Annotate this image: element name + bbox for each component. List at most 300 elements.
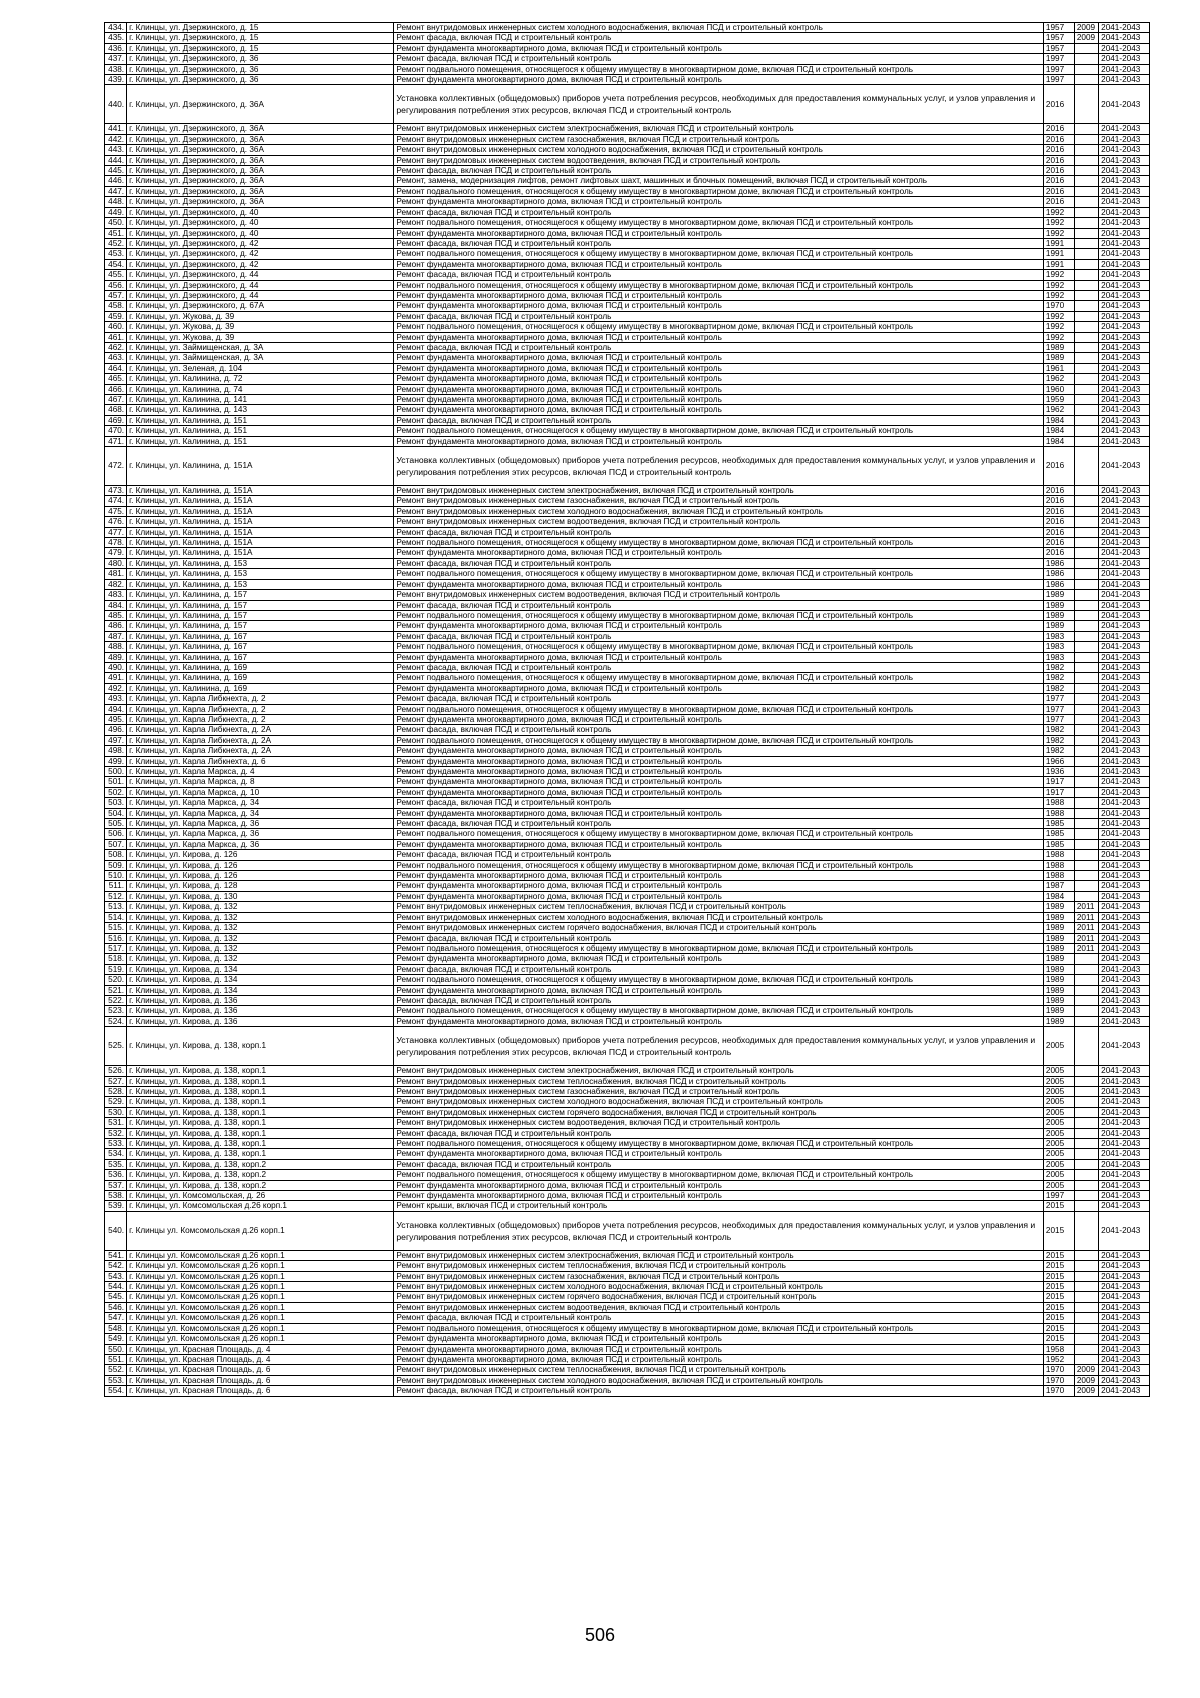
table-row (105, 1006, 1150, 1016)
row-number-cell: 450. (105, 218, 127, 228)
table-row (105, 756, 1150, 766)
address-cell: г. Клинцы, ул. Дзержинского, д. 15 (127, 23, 394, 33)
year-last-repair-cell (1074, 652, 1098, 662)
year-built-cell: 2005 (1043, 1139, 1074, 1149)
year-built-cell: 1989 (1043, 610, 1074, 620)
year-built-cell: 2005 (1043, 1159, 1074, 1169)
year-built-cell: 1983 (1043, 652, 1074, 662)
work-description-cell: Ремонт фундамента многоквартирного дома, включая ПСД и строительный контроль (394, 228, 1044, 238)
table-row (105, 662, 1150, 672)
planned-period-cell: 2041-2043 (1099, 23, 1150, 33)
table-row (105, 652, 1150, 662)
row-number-cell: 482. (105, 579, 127, 589)
year-built-cell: 2016 (1043, 124, 1074, 134)
address-cell: г. Клинцы, ул. Дзержинского, д. 42 (127, 259, 394, 269)
table-row (105, 33, 1150, 43)
year-last-repair-cell (1074, 538, 1098, 548)
year-last-repair-cell (1074, 1282, 1098, 1292)
table-row (105, 995, 1150, 1005)
year-built-cell: 2015 (1043, 1211, 1074, 1250)
year-built-cell: 1989 (1043, 590, 1074, 600)
year-built-cell: 1992 (1043, 218, 1074, 228)
table-row (105, 704, 1150, 714)
planned-period-cell: 2041-2043 (1099, 1334, 1150, 1344)
planned-period-cell: 2041-2043 (1099, 124, 1150, 134)
work-description-cell: Ремонт фасада, включая ПСД и строительный контроль (394, 964, 1044, 974)
planned-period-cell: 2041-2043 (1099, 714, 1150, 724)
year-last-repair-cell (1074, 558, 1098, 568)
year-last-repair-cell (1074, 155, 1098, 165)
row-number-cell: 491. (105, 673, 127, 683)
planned-period-cell: 2041-2043 (1099, 642, 1150, 652)
planned-period-cell: 2041-2043 (1099, 1313, 1150, 1323)
work-description-cell: Ремонт фундамента многоквартирного дома, включая ПСД и строительный контроль (394, 871, 1044, 881)
planned-period-cell: 2041-2043 (1099, 75, 1150, 85)
year-built-cell: 1970 (1043, 1375, 1074, 1385)
address-cell: г. Клинцы, ул. Кирова, д. 138, корп.1 (127, 1086, 394, 1096)
row-number-cell: 541. (105, 1250, 127, 1260)
work-description-cell: Ремонт фундамента многоквартирного дома, включая ПСД и строительный контроль (394, 1180, 1044, 1190)
row-number-cell: 527. (105, 1076, 127, 1086)
row-number-cell: 464. (105, 363, 127, 373)
planned-period-cell: 2041-2043 (1099, 881, 1150, 891)
year-last-repair-cell (1074, 964, 1098, 974)
table-row (105, 197, 1150, 207)
address-cell: г. Клинцы, ул. Красная Площадь, д. 6 (127, 1365, 394, 1375)
address-cell: г. Клинцы, ул. Калинина, д. 151А (127, 538, 394, 548)
planned-period-cell: 2041-2043 (1099, 798, 1150, 808)
table-row (105, 1323, 1150, 1333)
work-description-cell: Ремонт фасада, включая ПСД и строительный контроль (394, 1313, 1044, 1323)
planned-period-cell: 2041-2043 (1099, 1159, 1150, 1169)
work-description-cell: Ремонт подвального помещения, относящегося к общему имуществу в многоквартирном доме, включая ПСД и строительный контроль (394, 64, 1044, 74)
page-number: 506 (584, 1625, 616, 1645)
row-number-cell: 457. (105, 290, 127, 300)
work-description-cell: Ремонт внутридомовых инженерных систем электроснабжения, включая ПСД и строительный контроль (394, 486, 1044, 496)
planned-period-cell: 2041-2043 (1099, 405, 1150, 415)
row-number-cell: 475. (105, 506, 127, 516)
year-last-repair-cell (1074, 301, 1098, 311)
table-row (105, 964, 1150, 974)
address-cell: г. Клинцы, ул. Красная Площадь, д. 4 (127, 1354, 394, 1364)
year-built-cell: 1997 (1043, 54, 1074, 64)
year-built-cell: 2005 (1043, 1128, 1074, 1138)
planned-period-cell: 2041-2043 (1099, 538, 1150, 548)
address-cell: г. Клинцы, ул. Карла Маркса, д. 4 (127, 767, 394, 777)
year-last-repair-cell (1074, 1066, 1098, 1076)
table-row (105, 829, 1150, 839)
table-row (105, 1386, 1150, 1396)
planned-period-cell: 2041-2043 (1099, 579, 1150, 589)
year-last-repair-cell (1074, 808, 1098, 818)
work-description-cell: Ремонт фундамента многоквартирного дома, включая ПСД и строительный контроль (394, 1334, 1044, 1344)
work-description-cell: Ремонт фасада, включая ПСД и строительный контроль (394, 694, 1044, 704)
table-row (105, 186, 1150, 196)
year-built-cell: 1917 (1043, 787, 1074, 797)
work-description-cell: Ремонт подвального помещения, относящегося к общему имуществу в многоквартирном доме, включая ПСД и строительный контроль (394, 943, 1044, 953)
table-row (105, 798, 1150, 808)
table-row (105, 176, 1150, 186)
year-built-cell: 1992 (1043, 280, 1074, 290)
row-number-cell: 496. (105, 725, 127, 735)
table-row (105, 228, 1150, 238)
year-built-cell: 2016 (1043, 527, 1074, 537)
planned-period-cell: 2041-2043 (1099, 756, 1150, 766)
year-last-repair-cell (1074, 290, 1098, 300)
year-last-repair-cell (1074, 1107, 1098, 1117)
row-number-cell: 519. (105, 964, 127, 974)
year-last-repair-cell (1074, 694, 1098, 704)
planned-period-cell: 2041-2043 (1099, 1386, 1150, 1396)
year-last-repair-cell (1074, 714, 1098, 724)
table-row (105, 1211, 1150, 1250)
table-row (105, 767, 1150, 777)
year-last-repair-cell (1074, 569, 1098, 579)
table-row (105, 1201, 1150, 1211)
table-row (105, 839, 1150, 849)
work-description-cell: Ремонт фундамента многоквартирного дома, включая ПСД и строительный контроль (394, 787, 1044, 797)
address-cell: г. Клинцы, ул. Дзержинского, д. 36А (127, 176, 394, 186)
work-description-cell: Ремонт фасада, включая ПСД и строительный контроль (394, 662, 1044, 672)
planned-period-cell: 2041-2043 (1099, 767, 1150, 777)
work-description-cell: Ремонт фундамента многоквартирного дома, включая ПСД и строительный контроль (394, 1191, 1044, 1201)
year-last-repair-cell (1074, 322, 1098, 332)
planned-period-cell: 2041-2043 (1099, 860, 1150, 870)
planned-period-cell: 2041-2043 (1099, 673, 1150, 683)
year-last-repair-cell (1074, 1334, 1098, 1344)
year-last-repair-cell (1074, 134, 1098, 144)
table-row (105, 486, 1150, 496)
year-built-cell: 1984 (1043, 891, 1074, 901)
year-built-cell: 1970 (1043, 1386, 1074, 1396)
year-last-repair-cell (1074, 527, 1098, 537)
planned-period-cell: 2041-2043 (1099, 610, 1150, 620)
table-row (105, 1354, 1150, 1364)
year-last-repair-cell (1074, 1180, 1098, 1190)
work-description-cell: Ремонт фундамента многоквартирного дома, включая ПСД и строительный контроль (394, 881, 1044, 891)
year-last-repair-cell: 2009 (1074, 1386, 1098, 1396)
work-description-cell: Ремонт фундамента многоквартирного дома, включая ПСД и строительный контроль (394, 197, 1044, 207)
year-last-repair-cell (1074, 954, 1098, 964)
year-last-repair-cell (1074, 1313, 1098, 1323)
planned-period-cell: 2041-2043 (1099, 850, 1150, 860)
planned-period-cell: 2041-2043 (1099, 787, 1150, 797)
year-built-cell: 1989 (1043, 621, 1074, 631)
year-built-cell: 1992 (1043, 207, 1074, 217)
address-cell: г. Клинцы, ул. Калинина, д. 143 (127, 405, 394, 415)
work-description-cell: Ремонт фундамента многоквартирного дома, включая ПСД и строительный контроль (394, 332, 1044, 342)
address-cell: г. Клинцы, ул. Займищенская, д. 3А (127, 342, 394, 352)
table-row (105, 725, 1150, 735)
year-last-repair-cell: 2011 (1074, 923, 1098, 933)
year-built-cell: 1989 (1043, 1016, 1074, 1026)
row-number-cell: 511. (105, 881, 127, 891)
work-description-cell: Ремонт фундамента многоквартирного дома, включая ПСД и строительный контроль (394, 436, 1044, 446)
address-cell: г. Клинцы, ул. Калинина, д. 151А (127, 527, 394, 537)
planned-period-cell: 2041-2043 (1099, 395, 1150, 405)
row-number-cell: 542. (105, 1261, 127, 1271)
year-last-repair-cell (1074, 197, 1098, 207)
planned-period-cell: 2041-2043 (1099, 54, 1150, 64)
work-description-cell: Ремонт подвального помещения, относящегося к общему имуществу в многоквартирном доме, включая ПСД и строительный контроль (394, 1170, 1044, 1180)
planned-period-cell: 2041-2043 (1099, 1201, 1150, 1211)
work-description-cell: Ремонт фасада, включая ПСД и строительный контроль (394, 311, 1044, 321)
year-built-cell: 2016 (1043, 538, 1074, 548)
table-row (105, 569, 1150, 579)
year-built-cell: 1997 (1043, 64, 1074, 74)
row-number-cell: 485. (105, 610, 127, 620)
address-cell: г. Клинцы, ул. Калинина, д. 151А (127, 517, 394, 527)
address-cell: г. Клинцы ул. Комсомольская д.26 корп.1 (127, 1271, 394, 1281)
year-last-repair-cell (1074, 1271, 1098, 1281)
address-cell: г. Клинцы, ул. Калинина, д. 157 (127, 600, 394, 610)
planned-period-cell: 2041-2043 (1099, 1261, 1150, 1271)
planned-period-cell: 2041-2043 (1099, 923, 1150, 933)
work-description-cell: Ремонт внутридомовых инженерных систем холодного водоснабжения, включая ПСД и строительный контроль (394, 506, 1044, 516)
table-row (105, 64, 1150, 74)
row-number-cell: 531. (105, 1118, 127, 1128)
planned-period-cell: 2041-2043 (1099, 1086, 1150, 1096)
address-cell: г. Клинцы, ул. Калинина, д. 141 (127, 395, 394, 405)
row-number-cell: 538. (105, 1191, 127, 1201)
table-row (105, 1107, 1150, 1117)
table-row (105, 548, 1150, 558)
year-last-repair-cell (1074, 54, 1098, 64)
address-cell: г. Клинцы, ул. Комсомольская, д. 26 (127, 1191, 394, 1201)
row-number-cell: 453. (105, 249, 127, 259)
work-description-cell: Ремонт подвального помещения, относящегося к общему имуществу в многоквартирном доме, включая ПСД и строительный контроль (394, 1006, 1044, 1016)
table-row (105, 75, 1150, 85)
table-row (105, 145, 1150, 155)
year-built-cell: 1977 (1043, 694, 1074, 704)
address-cell: г. Клинцы, ул. Кирова, д. 134 (127, 975, 394, 985)
year-last-repair-cell (1074, 506, 1098, 516)
table-row (105, 1097, 1150, 1107)
table-row (105, 1180, 1150, 1190)
year-last-repair-cell (1074, 353, 1098, 363)
year-last-repair-cell (1074, 395, 1098, 405)
address-cell: г. Клинцы, ул. Красная Площадь, д. 6 (127, 1375, 394, 1385)
year-last-repair-cell (1074, 891, 1098, 901)
row-number-cell: 553. (105, 1375, 127, 1385)
address-cell: г. Клинцы, ул. Красная Площадь, д. 4 (127, 1344, 394, 1354)
row-number-cell: 434. (105, 23, 127, 33)
work-description-cell: Ремонт внутридомовых инженерных систем газоснабжения, включая ПСД и строительный контроль (394, 1086, 1044, 1096)
year-built-cell: 1982 (1043, 683, 1074, 693)
row-number-cell: 436. (105, 43, 127, 53)
work-description-cell: Ремонт внутридомовых инженерных систем водоотведения, включая ПСД и строительный контроль (394, 517, 1044, 527)
table-row (105, 860, 1150, 870)
year-built-cell: 1992 (1043, 228, 1074, 238)
address-cell: г. Клинцы, ул. Калинина, д. 151А (127, 496, 394, 506)
row-number-cell: 466. (105, 384, 127, 394)
year-last-repair-cell (1074, 746, 1098, 756)
year-built-cell: 1988 (1043, 850, 1074, 860)
year-built-cell: 1917 (1043, 777, 1074, 787)
work-description-cell: Ремонт фасада, включая ПСД и строительный контроль (394, 342, 1044, 352)
planned-period-cell: 2041-2043 (1099, 517, 1150, 527)
row-number-cell: 481. (105, 569, 127, 579)
year-built-cell: 1988 (1043, 798, 1074, 808)
table-row (105, 600, 1150, 610)
year-built-cell: 2016 (1043, 447, 1074, 486)
planned-period-cell: 2041-2043 (1099, 270, 1150, 280)
work-description-cell: Ремонт подвального помещения, относящегося к общему имуществу в многоквартирном доме, включая ПСД и строительный контроль (394, 186, 1044, 196)
address-cell: г. Клинцы, ул. Карла Маркса, д. 34 (127, 808, 394, 818)
year-built-cell: 1987 (1043, 881, 1074, 891)
year-last-repair-cell (1074, 631, 1098, 641)
address-cell: г. Клинцы, ул. Кирова, д. 138, корп.1 (127, 1107, 394, 1117)
year-last-repair-cell (1074, 1149, 1098, 1159)
year-last-repair-cell (1074, 1191, 1098, 1201)
row-number-cell: 513. (105, 902, 127, 912)
address-cell: г. Клинцы, ул. Калинина, д. 169 (127, 683, 394, 693)
work-description-cell: Ремонт фасада, включая ПСД и строительный контроль (394, 819, 1044, 829)
row-number-cell: 540. (105, 1211, 127, 1250)
address-cell: г. Клинцы, ул. Кирова, д. 138, корп.1 (127, 1097, 394, 1107)
year-last-repair-cell (1074, 486, 1098, 496)
row-number-cell: 517. (105, 943, 127, 953)
year-last-repair-cell (1074, 1344, 1098, 1354)
work-description-cell: Ремонт подвального помещения, относящегося к общему имуществу в многоквартирном доме, включая ПСД и строительный контроль (394, 610, 1044, 620)
table-row (105, 808, 1150, 818)
planned-period-cell: 2041-2043 (1099, 290, 1150, 300)
year-built-cell: 1962 (1043, 405, 1074, 415)
planned-period-cell: 2041-2043 (1099, 447, 1150, 486)
address-cell: г. Клинцы ул. Комсомольская д.26 корп.1 (127, 1250, 394, 1260)
year-last-repair-cell (1074, 1159, 1098, 1169)
year-last-repair-cell (1074, 186, 1098, 196)
address-cell: г. Клинцы, ул. Калинина, д. 157 (127, 610, 394, 620)
address-cell: г. Клинцы ул. Комсомольская д.26 корп.1 (127, 1261, 394, 1271)
work-description-cell: Ремонт, замена, модернизация лифтов, ремонт лифтовых шахт, машинных и блочных помещений, включая ПСД и строительный контроль (394, 176, 1044, 186)
row-number-cell: 505. (105, 819, 127, 829)
year-built-cell: 1989 (1043, 342, 1074, 352)
address-cell: г. Клинцы, ул. Карла Либкнехта, д. 2 (127, 704, 394, 714)
planned-period-cell: 2041-2043 (1099, 43, 1150, 53)
address-cell: г. Клинцы, ул. Дзержинского, д. 36А (127, 166, 394, 176)
planned-period-cell: 2041-2043 (1099, 808, 1150, 818)
work-description-cell: Ремонт фундамента многоквартирного дома, включая ПСД и строительный контроль (394, 353, 1044, 363)
table-row (105, 166, 1150, 176)
year-last-repair-cell (1074, 881, 1098, 891)
planned-period-cell: 2041-2043 (1099, 662, 1150, 672)
table-row (105, 1076, 1150, 1086)
address-cell: г. Клинцы, ул. Карла Либкнехта, д. 2А (127, 746, 394, 756)
year-built-cell: 1997 (1043, 1191, 1074, 1201)
table-row (105, 54, 1150, 64)
row-number-cell: 530. (105, 1107, 127, 1117)
address-cell: г. Клинцы ул. Комсомольская д.26 корп.1 (127, 1313, 394, 1323)
year-built-cell: 1992 (1043, 270, 1074, 280)
year-last-repair-cell (1074, 228, 1098, 238)
year-built-cell: 1989 (1043, 954, 1074, 964)
row-number-cell: 503. (105, 798, 127, 808)
year-built-cell: 2016 (1043, 176, 1074, 186)
work-description-cell: Ремонт фундамента многоквартирного дома, включая ПСД и строительный контроль (394, 290, 1044, 300)
year-last-repair-cell (1074, 1292, 1098, 1302)
year-last-repair-cell (1074, 1097, 1098, 1107)
address-cell: г. Клинцы, ул. Дзержинского, д. 44 (127, 280, 394, 290)
row-number-cell: 528. (105, 1086, 127, 1096)
work-description-cell: Ремонт фасада, включая ПСД и строительный контроль (394, 1159, 1044, 1169)
year-last-repair-cell (1074, 1354, 1098, 1364)
year-last-repair-cell (1074, 1086, 1098, 1096)
year-last-repair-cell (1074, 238, 1098, 248)
address-cell: г. Клинцы, ул. Калинина, д. 167 (127, 652, 394, 662)
work-description-cell: Ремонт внутридомовых инженерных систем горячего водоснабжения, включая ПСД и строительный контроль (394, 1107, 1044, 1117)
table-row (105, 85, 1150, 124)
work-description-cell: Ремонт внутридомовых инженерных систем холодного водоснабжения, включая ПСД и строительный контроль (394, 1097, 1044, 1107)
row-number-cell: 537. (105, 1180, 127, 1190)
year-last-repair-cell (1074, 673, 1098, 683)
work-description-cell: Ремонт подвального помещения, относящегося к общему имуществу в многоквартирном доме, включая ПСД и строительный контроль (394, 975, 1044, 985)
row-number-cell: 455. (105, 270, 127, 280)
address-cell: г. Клинцы, ул. Карла Маркса, д. 36 (127, 839, 394, 849)
planned-period-cell: 2041-2043 (1099, 631, 1150, 641)
row-number-cell: 441. (105, 124, 127, 134)
year-built-cell: 2015 (1043, 1292, 1074, 1302)
address-cell: г. Клинцы, ул. Калинина, д. 151А (127, 548, 394, 558)
address-cell: г. Клинцы, ул. Кирова, д. 136 (127, 995, 394, 1005)
address-cell: г. Клинцы, ул. Кирова, д. 126 (127, 860, 394, 870)
row-number-cell: 469. (105, 415, 127, 425)
row-number-cell: 471. (105, 436, 127, 446)
planned-period-cell: 2041-2043 (1099, 891, 1150, 901)
work-description-cell: Ремонт внутридомовых инженерных систем горячего водоснабжения, включая ПСД и строительный контроль (394, 923, 1044, 933)
work-description-cell: Ремонт фасада, включая ПСД и строительный контроль (394, 33, 1044, 43)
table-row (105, 850, 1150, 860)
year-built-cell: 1986 (1043, 558, 1074, 568)
work-description-cell: Ремонт фундамента многоквартирного дома, включая ПСД и строительный контроль (394, 1016, 1044, 1026)
row-number-cell: 492. (105, 683, 127, 693)
year-last-repair-cell (1074, 1128, 1098, 1138)
planned-period-cell: 2041-2043 (1099, 735, 1150, 745)
work-description-cell: Ремонт фасада, включая ПСД и строительный контроль (394, 600, 1044, 610)
work-description-cell: Ремонт подвального помещения, относящегося к общему имуществу в многоквартирном доме, включая ПСД и строительный контроль (394, 426, 1044, 436)
year-last-repair-cell: 2011 (1074, 943, 1098, 953)
address-cell: г. Клинцы, ул. Карла Либкнехта, д. 2А (127, 725, 394, 735)
planned-period-cell: 2041-2043 (1099, 1097, 1150, 1107)
work-description-cell: Ремонт подвального помещения, относящегося к общему имуществу в многоквартирном доме, включая ПСД и строительный контроль (394, 1139, 1044, 1149)
address-cell: г. Клинцы, ул. Кирова, д. 138, корп.2 (127, 1170, 394, 1180)
table-row (105, 1139, 1150, 1149)
work-description-cell: Ремонт внутридомовых инженерных систем газоснабжения, включая ПСД и строительный контроль (394, 1271, 1044, 1281)
address-cell: г. Клинцы, ул. Калинина, д. 72 (127, 374, 394, 384)
work-description-cell: Ремонт внутридомовых инженерных систем теплоснабжения, включая ПСД и строительный контроль (394, 1365, 1044, 1375)
row-number-cell: 448. (105, 197, 127, 207)
table-row (105, 124, 1150, 134)
row-number-cell: 520. (105, 975, 127, 985)
table-row (105, 43, 1150, 53)
table-row (105, 538, 1150, 548)
table-row (105, 353, 1150, 363)
row-number-cell: 461. (105, 332, 127, 342)
planned-period-cell: 2041-2043 (1099, 943, 1150, 953)
planned-period-cell: 2041-2043 (1099, 1271, 1150, 1281)
address-cell: г. Клинцы, ул. Красная Площадь, д. 6 (127, 1386, 394, 1396)
table-row (105, 527, 1150, 537)
work-description-cell: Ремонт фундамента многоквартирного дома, включая ПСД и строительный контроль (394, 839, 1044, 849)
year-built-cell: 2005 (1043, 1149, 1074, 1159)
table-row (105, 23, 1150, 33)
work-description-cell: Ремонт фундамента многоквартирного дома, включая ПСД и строительный контроль (394, 1354, 1044, 1364)
year-built-cell: 1982 (1043, 662, 1074, 672)
planned-period-cell: 2041-2043 (1099, 353, 1150, 363)
table-row (105, 342, 1150, 352)
year-built-cell: 2005 (1043, 1097, 1074, 1107)
address-cell: г. Клинцы ул. Комсомольская д.26 корп.1 (127, 1323, 394, 1333)
